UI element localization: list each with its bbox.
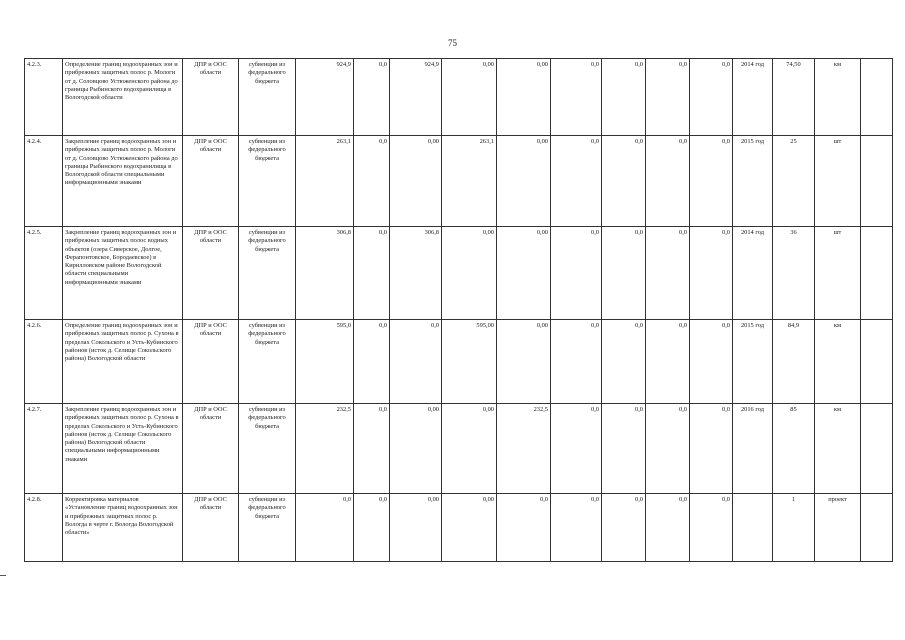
completion-year-cell: 2014 год: [733, 59, 773, 136]
amount-2013-cell: 0,0: [354, 136, 390, 227]
table-row: [25, 404, 893, 494]
executor-cell: ДПР и ООС области: [183, 136, 239, 227]
executor-cell: ДПР и ООС области: [183, 59, 239, 136]
row-number-cell: 4.2.5.: [25, 227, 63, 320]
amount-2018-cell: 0,0: [602, 227, 646, 320]
completion-year-cell: 2014 год: [733, 227, 773, 320]
amount-2017-cell: 0,0: [551, 136, 602, 227]
table-row: [25, 136, 893, 227]
amount-2016-cell: 0,0: [497, 494, 551, 562]
amount-2013-cell: 0,0: [354, 227, 390, 320]
amount-2014-cell: 0,00: [390, 494, 442, 562]
amount-2019-cell: 0,0: [646, 404, 690, 494]
amount-2020-cell: 0,0: [690, 320, 733, 404]
activity-name-cell: Закрепление границ водоохранных зон и прибрежных защитных полос р. Сухона в пределах Сокольского и Усть-Кубинского районов (исток д. Селище Сокольского района) Вологодской области специальными информационными знаками: [63, 404, 183, 494]
completion-year-cell: 2016 год: [733, 404, 773, 494]
total-amount-cell: 0,0: [296, 494, 354, 562]
page-number: 75: [448, 38, 457, 48]
amount-2013-cell: 0,0: [354, 494, 390, 562]
scan-edge-mark: [0, 575, 6, 576]
amount-2020-cell: 0,0: [690, 494, 733, 562]
notes-cell: [861, 404, 893, 494]
table-row: [25, 227, 893, 320]
amount-2015-cell: 0,00: [442, 59, 497, 136]
row-number-cell: 4.2.6.: [25, 320, 63, 404]
funding-source-cell: субвенции из федерального бюджета: [239, 136, 296, 227]
row-number-cell: 4.2.8.: [25, 494, 63, 562]
indicator-value-cell: 1: [773, 494, 815, 562]
total-amount-cell: 924,9: [296, 59, 354, 136]
amount-2016-cell: 232,5: [497, 404, 551, 494]
notes-cell: [861, 227, 893, 320]
total-amount-cell: 263,1: [296, 136, 354, 227]
amount-2015-cell: 0,00: [442, 227, 497, 320]
indicator-unit-cell: км: [815, 320, 861, 404]
amount-2020-cell: 0,0: [690, 59, 733, 136]
executor-cell: ДПР и ООС области: [183, 227, 239, 320]
activity-name-cell: Определение границ водоохранных зон и прибрежных защитных полос р. Сухона в пределах Сокольского и Усть-Кубинского районов (исток д. Селище Сокольского района) Вологодской области: [63, 320, 183, 404]
executor-cell: ДПР и ООС области: [183, 494, 239, 562]
amount-2015-cell: 0,00: [442, 494, 497, 562]
amount-2019-cell: 0,0: [646, 320, 690, 404]
amount-2018-cell: 0,0: [602, 59, 646, 136]
activity-name-cell: Определение границ водоохранных зон и прибрежных защитных полос р. Мологи от д. Соловцово Устюженского района до границы Рыбинского водохранилища в Вологодской области: [63, 59, 183, 136]
amount-2017-cell: 0,0: [551, 227, 602, 320]
notes-cell: [861, 494, 893, 562]
funding-source-cell: субвенции из федерального бюджета: [239, 494, 296, 562]
amount-2017-cell: 0,0: [551, 59, 602, 136]
completion-year-cell: 2015 год: [733, 136, 773, 227]
amount-2018-cell: 0,0: [602, 404, 646, 494]
amount-2019-cell: 0,0: [646, 136, 690, 227]
row-number-cell: 4.2.7.: [25, 404, 63, 494]
amount-2014-cell: 0,00: [390, 404, 442, 494]
amount-2019-cell: 0,0: [646, 227, 690, 320]
completion-year-cell: 2015 год: [733, 320, 773, 404]
amount-2013-cell: 0,0: [354, 59, 390, 136]
indicator-unit-cell: шт: [815, 227, 861, 320]
amount-2018-cell: 0,0: [602, 320, 646, 404]
amount-2016-cell: 0,00: [497, 320, 551, 404]
amount-2016-cell: 0,00: [497, 59, 551, 136]
indicator-unit-cell: км: [815, 404, 861, 494]
total-amount-cell: 595,0: [296, 320, 354, 404]
funding-source-cell: субвенции из федерального бюджета: [239, 227, 296, 320]
table-row: [25, 494, 893, 562]
amount-2020-cell: 0,0: [690, 404, 733, 494]
activity-name-cell: Закрепление границ водоохранных зон и прибрежных защитных полос р. Мологи от д. Соловцово Устюженского района до границы Рыбинского водохранилища в Вологодской области специальными информационными знаками: [63, 136, 183, 227]
amount-2020-cell: 0,0: [690, 227, 733, 320]
activity-name-cell: Закрепление границ водоохранных зон и прибрежных защитных полос водных объектов (озера Сиверское, Долгое, Ферапонтовское, Бородаевское) в Кирилловском районе Вологодской области специальными информационными знаками: [63, 227, 183, 320]
indicator-unit-cell: проект: [815, 494, 861, 562]
total-amount-cell: 306,8: [296, 227, 354, 320]
amount-2014-cell: 0,0: [390, 320, 442, 404]
amount-2016-cell: 0,00: [497, 136, 551, 227]
amount-2015-cell: 595,00: [442, 320, 497, 404]
completion-year-cell: [733, 494, 773, 562]
amount-2013-cell: 0,0: [354, 320, 390, 404]
activity-name-cell: Корректировка материалов «Установление границ водоохранных зон и прибрежных защитных полос р. Вологда в черте г. Вологда Вологодской области»: [63, 494, 183, 562]
amount-2019-cell: 0,0: [646, 59, 690, 136]
amount-2017-cell: 0,0: [551, 320, 602, 404]
row-number-cell: 4.2.4.: [25, 136, 63, 227]
amount-2014-cell: 924,9: [390, 59, 442, 136]
amount-2014-cell: 306,8: [390, 227, 442, 320]
indicator-value-cell: 36: [773, 227, 815, 320]
notes-cell: [861, 59, 893, 136]
indicator-value-cell: 84,9: [773, 320, 815, 404]
amount-2017-cell: 0,0: [551, 404, 602, 494]
indicator-unit-cell: км: [815, 59, 861, 136]
table-row: [25, 320, 893, 404]
funding-source-cell: субвенции из федерального бюджета: [239, 59, 296, 136]
amount-2016-cell: 0,00: [497, 227, 551, 320]
amount-2017-cell: 0,0: [551, 494, 602, 562]
amount-2018-cell: 0,0: [602, 494, 646, 562]
indicator-unit-cell: шт: [815, 136, 861, 227]
indicator-value-cell: 85: [773, 404, 815, 494]
row-number-cell: 4.2.3.: [25, 59, 63, 136]
funding-source-cell: субвенции из федерального бюджета: [239, 320, 296, 404]
amount-2020-cell: 0,0: [690, 136, 733, 227]
program-activities-table: [24, 58, 893, 562]
funding-source-cell: субвенции из федерального бюджета: [239, 404, 296, 494]
notes-cell: [861, 320, 893, 404]
amount-2015-cell: 0,00: [442, 404, 497, 494]
amount-2015-cell: 263,1: [442, 136, 497, 227]
executor-cell: ДПР и ООС области: [183, 404, 239, 494]
amount-2013-cell: 0,0: [354, 404, 390, 494]
amount-2018-cell: 0,0: [602, 136, 646, 227]
indicator-value-cell: 74,50: [773, 59, 815, 136]
total-amount-cell: 232,5: [296, 404, 354, 494]
table-row: [25, 59, 893, 136]
notes-cell: [861, 136, 893, 227]
amount-2014-cell: 0,00: [390, 136, 442, 227]
amount-2019-cell: 0,0: [646, 494, 690, 562]
executor-cell: ДПР и ООС области: [183, 320, 239, 404]
indicator-value-cell: 25: [773, 136, 815, 227]
